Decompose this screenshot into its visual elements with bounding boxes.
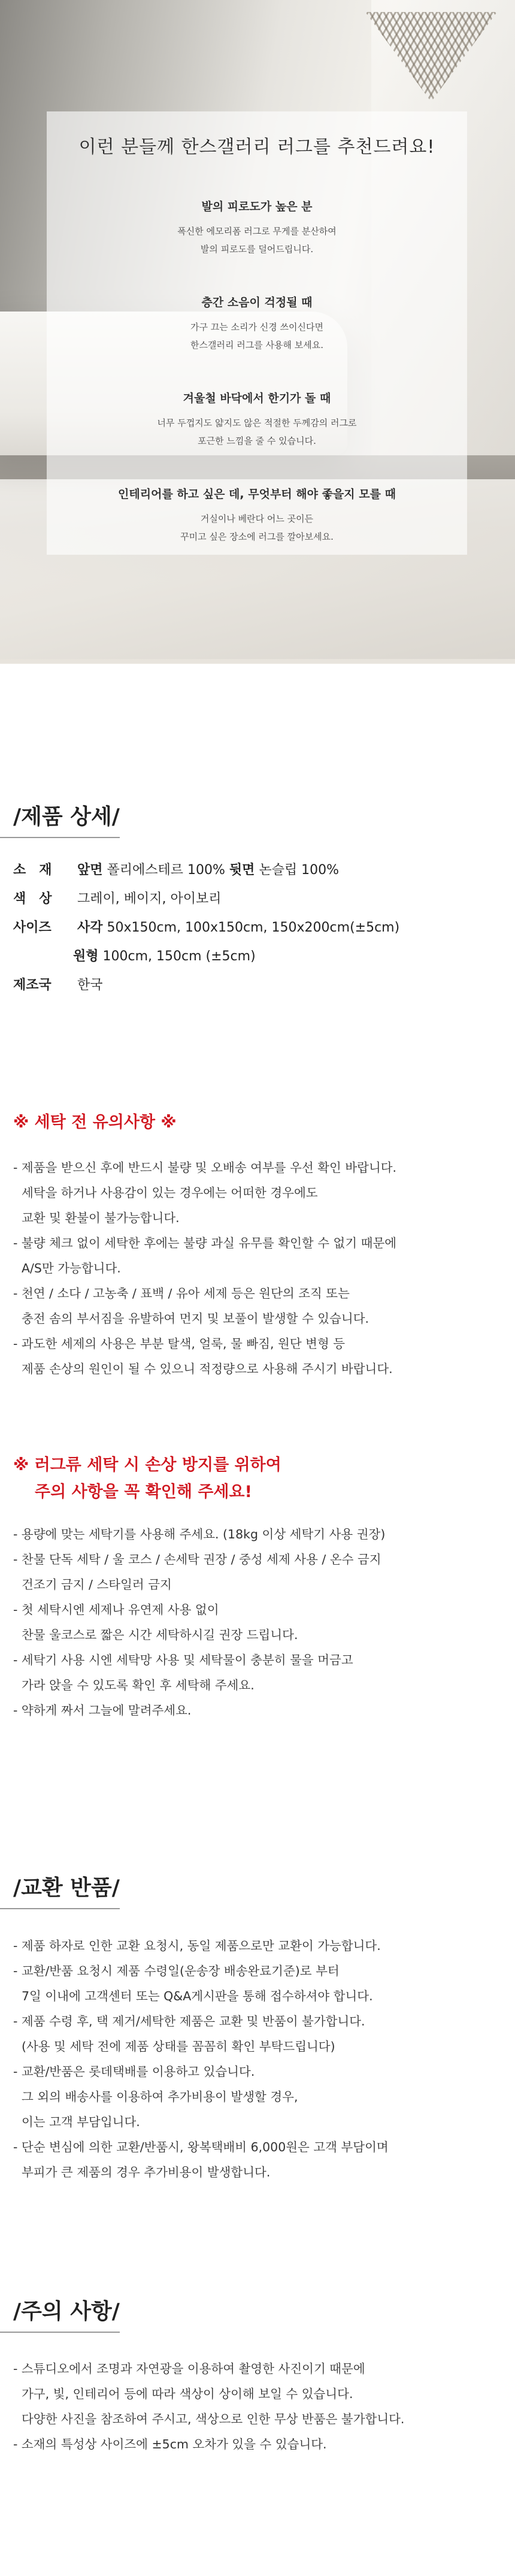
feature-line: 가구 끄는 소리가 신경 쓰이신다면 bbox=[190, 322, 323, 332]
notice-line: - 제품을 받으신 후에 반드시 불량 및 오배송 여부를 우선 확인 바랍니다. bbox=[13, 1160, 397, 1175]
exchange-line: - 단순 변심에 의한 교환/반품시, 왕복택배비 6,000원은 고객 부담이며 bbox=[13, 2140, 389, 2154]
feature-noise bbox=[47, 294, 467, 354]
spec-value: 그레이, 베이지, 아이보리 bbox=[77, 891, 222, 906]
notice-line: 가라 앉을 수 있도록 확인 후 세탁해 주세요. bbox=[22, 1678, 255, 1692]
caution-list bbox=[13, 2356, 504, 2457]
spec-size bbox=[13, 917, 399, 936]
feature-heading: 겨울철 바닥에서 한기가 돌 때 bbox=[183, 392, 331, 405]
recommend-title: 이런 분들께 한스갤러리 러그를 추천드려요! bbox=[78, 137, 435, 158]
notice-line: - 세탁기 사용 시엔 세탁망 사용 및 세탁물이 충분히 물을 머금고 bbox=[13, 1653, 353, 1667]
feature-line: 너무 두껍지도 얇지도 않은 적절한 두께감의 러그로 bbox=[157, 418, 357, 428]
feature-line: 꾸미고 싶은 장소에 러그를 깔아보세요. bbox=[180, 531, 334, 542]
exchange-line: 부피가 큰 제품의 경우 추가비용이 발생합니다. bbox=[22, 2165, 271, 2179]
section-title-caution: /주의 사항/ bbox=[13, 2299, 120, 2324]
exchange-section bbox=[13, 1871, 502, 1901]
section-divider bbox=[0, 837, 120, 838]
spec-value: 폴리에스테르 100% bbox=[107, 863, 225, 878]
damage-notice-list bbox=[13, 1522, 504, 1723]
spec-label: 색 상 bbox=[13, 891, 52, 906]
damage-notice-subtitle: 주의 사항을 꼭 확인해 주세요! bbox=[35, 1483, 252, 1501]
notice-line: - 천연 / 소다 / 고농축 / 표백 / 유아 세제 등은 원단의 조직 또는 bbox=[13, 1286, 350, 1301]
notice-line: - 첫 세탁시엔 세제나 유연제 사용 없이 bbox=[13, 1603, 219, 1617]
feature-line: 한스갤러리 러그를 사용해 보세요. bbox=[190, 340, 323, 350]
wash-notice-title: ※ 세탁 전 유의사항 ※ bbox=[13, 1113, 177, 1132]
feature-foot-fatigue bbox=[47, 198, 467, 258]
hero-banner bbox=[0, 0, 515, 664]
exchange-line: 7일 이내에 고객센터 또는 Q&A게시판을 통해 접수하셔야 합니다. bbox=[22, 1989, 373, 2003]
feature-line: 포근한 느낌을 줄 수 있습니다. bbox=[198, 436, 316, 446]
exchange-line: 그 외의 배송사를 이용하여 추가비용이 발생할 경우, bbox=[22, 2090, 298, 2104]
notice-line: - 과도한 세제의 사용은 부분 탈색, 얼룩, 물 빠짐, 원단 변형 등 bbox=[13, 1337, 346, 1351]
spec-value: 논슬립 100% bbox=[259, 863, 340, 878]
product-detail-section bbox=[13, 800, 502, 830]
spec-value: 100cm, 150cm (±5cm) bbox=[102, 949, 256, 964]
notice-line: 찬물 울코스로 짧은 시간 세탁하시길 권장 드립니다. bbox=[22, 1628, 298, 1642]
spec-label: 제조국 bbox=[13, 978, 51, 993]
exchange-line: - 교환/반품 요청시 제품 수령일(운송장 배송완료기준)로 부터 bbox=[13, 1964, 340, 1978]
caution-line: 가구, 빛, 인테리어 등에 따라 색상이 상이해 보일 수 있습니다. bbox=[22, 2387, 353, 2401]
spec-material bbox=[13, 860, 339, 878]
feature-heading: 층간 소음이 걱정될 때 bbox=[201, 296, 313, 309]
notice-line: - 용량에 맞는 세탁기를 사용해 주세요. (18kg 이상 세탁기 사용 권장) bbox=[13, 1527, 386, 1541]
spec-sub-label: 원형 bbox=[73, 949, 99, 964]
exchange-line: - 제품 수령 후, 택 제거/세탁한 제품은 교환 및 반품이 불가합니다. bbox=[13, 2014, 365, 2028]
wash-notice-list bbox=[13, 1155, 504, 1381]
spec-sub-label: 뒷면 bbox=[229, 863, 255, 878]
exchange-line: (사용 및 세탁 전에 제품 상태를 꼼꼼히 확인 부탁드립니다) bbox=[22, 2039, 335, 2054]
spec-origin bbox=[13, 975, 103, 993]
caution-line: - 소재의 특성상 사이즈에 ±5cm 오차가 있을 수 있습니다. bbox=[13, 2437, 327, 2451]
exchange-list bbox=[13, 1933, 504, 2185]
spec-sub-label: 앞면 bbox=[77, 863, 103, 878]
notice-line: - 찬물 단독 세탁 / 울 코스 / 손세탁 권장 / 중성 세제 사용 / 온수 금지 bbox=[13, 1552, 381, 1567]
spec-color bbox=[13, 888, 222, 907]
exchange-line: - 교환/반품은 롯데택배를 이용하고 있습니다. bbox=[13, 2064, 255, 2079]
spec-size-round bbox=[73, 946, 256, 965]
feature-interior bbox=[47, 485, 467, 546]
spec-value: 한국 bbox=[77, 978, 103, 993]
feature-winter-cold bbox=[47, 389, 467, 450]
feature-heading: 인테리어를 하고 싶은 데, 무엇부터 해야 좋을지 모를 때 bbox=[118, 488, 396, 501]
section-divider bbox=[0, 1908, 120, 1909]
notice-line: - 불량 체크 없이 세탁한 후에는 불량 과실 유무를 확인할 수 없기 때문에 bbox=[13, 1236, 397, 1250]
spec-value: 50x150cm, 100x150cm, 150x200cm(±5cm) bbox=[107, 920, 400, 935]
section-title-product-detail: /제품 상세/ bbox=[13, 805, 120, 829]
feature-line: 발의 피로도를 덜어드립니다. bbox=[200, 244, 314, 255]
caution-section bbox=[13, 2294, 502, 2325]
notice-line: 제품 손상의 원인이 될 수 있으니 적정량으로 사용해 주시기 바랍니다. bbox=[22, 1362, 393, 1376]
notice-line: - 약하게 짜서 그늘에 말려주세요. bbox=[13, 1703, 192, 1718]
feature-line: 폭신한 에모리폼 러그로 무게를 분산하여 bbox=[177, 226, 337, 237]
feature-line: 거실이나 베란다 어느 곳이든 bbox=[200, 513, 314, 524]
section-title-exchange: /교환 반품/ bbox=[13, 1876, 120, 1900]
caution-line: - 스튜디오에서 조명과 자연광을 이용하여 촬영한 사진이기 때문에 bbox=[13, 2362, 365, 2376]
spec-sub-label: 사각 bbox=[77, 920, 103, 935]
notice-line: 교환 및 환불이 불가능합니다. bbox=[22, 1211, 180, 1225]
caution-line: 다양한 사진을 참조하여 주시고, 색상으로 인한 무상 반품은 불가합니다. bbox=[22, 2412, 405, 2426]
notice-line: 건조기 금지 / 스타일러 금지 bbox=[22, 1577, 172, 1592]
spec-label: 소 재 bbox=[13, 863, 52, 878]
section-divider bbox=[0, 2332, 120, 2333]
notice-line: 충전 솜의 부서짐을 유발하여 먼지 및 보풀이 발생할 수 있습니다. bbox=[22, 1311, 369, 1326]
exchange-line: - 제품 하자로 인한 교환 요청시, 동일 제품으로만 교환이 가능합니다. bbox=[13, 1939, 381, 1953]
notice-line: A/S만 가능합니다. bbox=[22, 1261, 121, 1275]
spec-label: 사이즈 bbox=[13, 920, 51, 935]
damage-notice-title: ※ 러그류 세탁 시 손상 방지를 위하여 bbox=[13, 1456, 281, 1474]
notice-line: 세탁을 하거나 사용감이 있는 경우에는 어떠한 경우에도 bbox=[22, 1186, 318, 1200]
feature-heading: 발의 피로도가 높은 분 bbox=[201, 200, 313, 213]
exchange-line: 이는 고객 부담입니다. bbox=[22, 2115, 140, 2129]
